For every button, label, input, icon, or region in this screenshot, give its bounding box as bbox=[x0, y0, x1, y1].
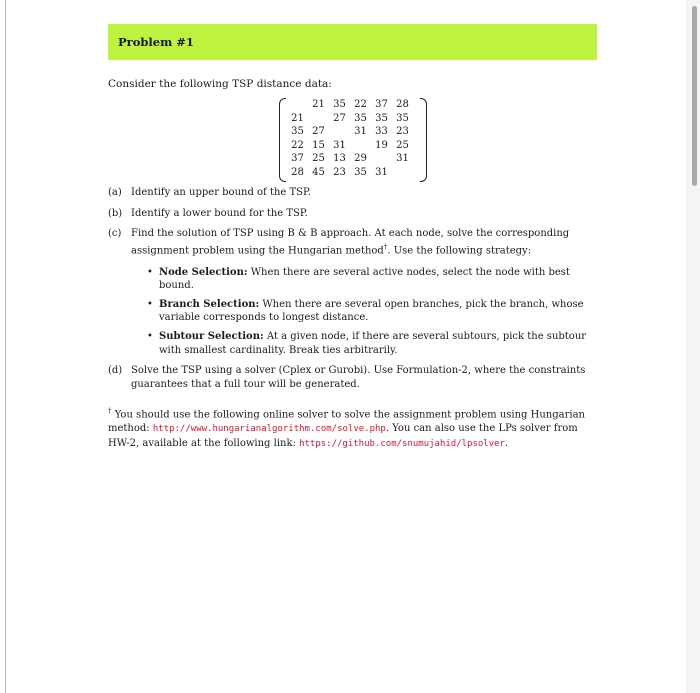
hungarian-solver-link[interactable]: http://www.hungarianalgorithm.com/solve.php bbox=[152, 424, 386, 435]
lpsolver-link[interactable]: https://github.com/snumujahid/lpsolver bbox=[299, 438, 505, 449]
matrix-cell: 28 bbox=[396, 99, 409, 110]
strategy-term: Node Selection: bbox=[159, 266, 248, 278]
footnote-text: . You can also use the LPs solver from HW-2, available at the following link: bbox=[108, 423, 578, 449]
matrix-cell: 21 bbox=[291, 112, 304, 124]
part-label: (b) bbox=[108, 207, 123, 219]
part-text: Find the solution of TSP using B & B approach. At each node, solve the corresponding assignment problem using the Hungarian method bbox=[131, 228, 570, 257]
matrix-cell bbox=[371, 152, 392, 166]
matrix-cell: 28 bbox=[291, 166, 304, 178]
matrix-cell: 35 bbox=[291, 126, 304, 138]
matrix-cell: 23 bbox=[396, 126, 409, 138]
strategy-term: Branch Selection: bbox=[159, 298, 260, 310]
strategy-text: At a given node, if there are several subtours, pick the subtour with smallest cardinality. Break ties arbitrarily. bbox=[159, 331, 587, 356]
matrix-cell bbox=[392, 166, 413, 180]
footnote-text: You should use the following online solver to solve the assignment problem using Hungarian method: bbox=[108, 409, 585, 435]
problem-banner bbox=[108, 24, 597, 60]
matrix-cell: 35 bbox=[333, 99, 346, 110]
matrix-cell: 45 bbox=[312, 166, 325, 178]
matrix-row bbox=[287, 139, 413, 153]
matrix-row bbox=[287, 112, 413, 126]
matrix-cell bbox=[350, 139, 371, 153]
matrix-cell: 35 bbox=[354, 166, 367, 178]
matrix-cell: 25 bbox=[312, 153, 325, 165]
strategy-item bbox=[147, 298, 597, 325]
matrix-row bbox=[287, 152, 413, 166]
strategy-text: When there are several active nodes, select the node with best bound. bbox=[159, 266, 570, 292]
question-parts bbox=[108, 186, 597, 391]
matrix-cell: 21 bbox=[312, 99, 325, 110]
part-text: Identify a lower bound for the TSP. bbox=[131, 207, 308, 219]
scrollbar-thumb[interactable] bbox=[692, 6, 697, 186]
bullet-icon: • bbox=[147, 331, 153, 343]
part-d bbox=[108, 364, 597, 391]
matrix-cell: 35 bbox=[396, 112, 409, 124]
intro-text: Consider the following TSP distance data: bbox=[108, 78, 332, 90]
part-text-after: . Use the following strategy: bbox=[387, 245, 532, 257]
matrix-cell: 27 bbox=[312, 126, 325, 138]
strategy-item bbox=[147, 330, 597, 357]
part-label: (c) bbox=[108, 228, 122, 240]
matrix-cell: 15 bbox=[312, 139, 325, 151]
matrix-cell: 37 bbox=[375, 99, 388, 110]
matrix-left-paren bbox=[279, 98, 286, 182]
matrix-cell: 22 bbox=[291, 139, 304, 151]
part-label: (d) bbox=[108, 365, 123, 377]
matrix-row bbox=[287, 125, 413, 139]
bullet-icon: • bbox=[147, 266, 153, 278]
matrix-cell bbox=[287, 98, 308, 112]
matrix-row bbox=[287, 98, 413, 112]
part-text: Identify an upper bound of the TSP. bbox=[131, 187, 311, 198]
scrollbar[interactable] bbox=[686, 0, 700, 693]
matrix-cell: 31 bbox=[396, 153, 409, 165]
footnote-text: . bbox=[504, 437, 509, 449]
matrix-table bbox=[287, 98, 413, 180]
matrix-cell: 35 bbox=[375, 112, 388, 124]
matrix-cell: 31 bbox=[375, 166, 388, 178]
matrix-cell: 23 bbox=[333, 166, 346, 178]
part-b bbox=[108, 207, 597, 221]
matrix-row bbox=[287, 166, 413, 180]
part-c bbox=[108, 227, 597, 357]
distance-matrix bbox=[285, 98, 421, 180]
matrix-cell bbox=[329, 125, 350, 139]
strategy-item bbox=[147, 266, 597, 293]
matrix-cell: 27 bbox=[333, 112, 346, 124]
document-content bbox=[108, 24, 597, 452]
matrix-cell bbox=[308, 112, 329, 126]
matrix-cell: 31 bbox=[333, 139, 346, 151]
matrix-cell: 19 bbox=[375, 139, 388, 151]
bullet-icon: • bbox=[147, 298, 153, 310]
part-label: (a) bbox=[108, 187, 122, 198]
matrix-cell: 35 bbox=[354, 112, 367, 124]
matrix-cell: 29 bbox=[354, 153, 367, 165]
matrix-cell: 33 bbox=[375, 126, 388, 138]
strategy-text: When there are several open branches, pick the branch, whose variable corresponds to longest distance. bbox=[159, 298, 584, 324]
footnote-marker: † bbox=[383, 242, 388, 251]
matrix-cell: 13 bbox=[333, 153, 346, 165]
matrix-cell: 22 bbox=[354, 99, 367, 110]
part-text: Solve the TSP using a solver (Cplex or Gurobi). Use Formulation-2, where the constraints guarantees that a full tour will be generated. bbox=[131, 365, 586, 390]
part-a bbox=[108, 186, 597, 200]
footnote-mark: † bbox=[108, 407, 112, 416]
strategy-list bbox=[147, 266, 597, 358]
strategy-term: Subtour Selection: bbox=[159, 331, 264, 343]
footnote bbox=[108, 405, 597, 451]
matrix-right-paren bbox=[420, 98, 427, 182]
problem-title: Problem #1 bbox=[118, 35, 194, 49]
page-edge bbox=[5, 0, 6, 693]
matrix-cell: 37 bbox=[291, 153, 304, 165]
matrix-cell: 25 bbox=[396, 139, 409, 151]
matrix-cell: 31 bbox=[354, 126, 367, 138]
